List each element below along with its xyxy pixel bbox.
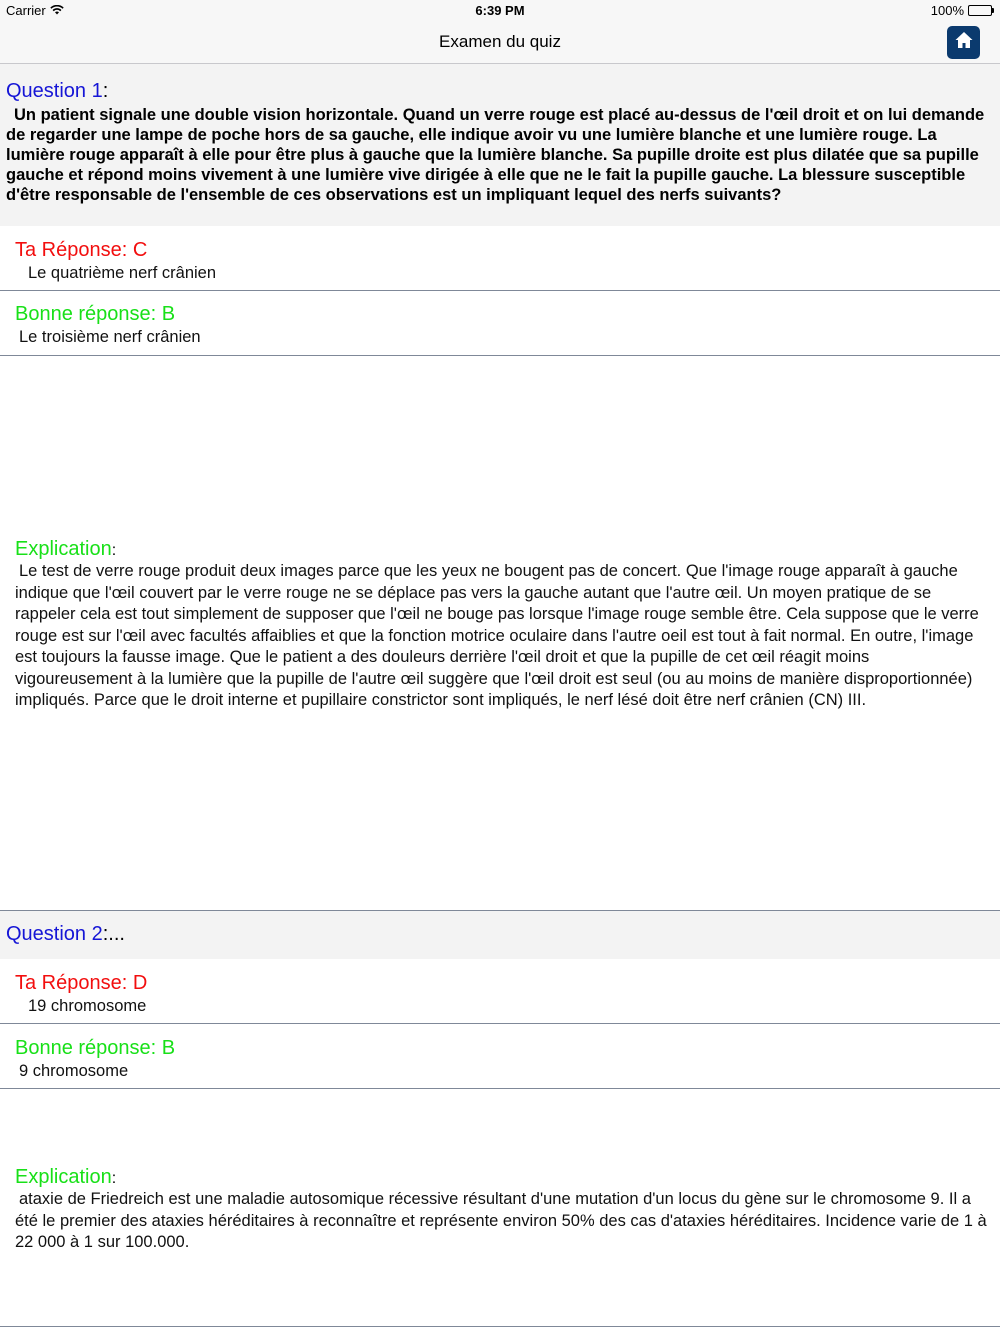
question-block: [0, 64, 1000, 226]
explanation-title: [15, 1166, 990, 1189]
question-label: [6, 923, 994, 946]
explanation-text-content: ataxie de Friedreich est une maladie autosomique récessive résultant d'une mutation d'un locus du gène sur le chromosome 9. Il a été le premier des ataxies héréditaires à reconnaître et représente environ 50% des cas d'ataxies héréditaires. Incidence varie de 1 à 22 000 à 1 sur 100.000.: [15, 1190, 987, 1251]
page-title: Examen du quiz: [439, 32, 561, 51]
question-colon: :: [102, 80, 109, 102]
explanation-title: [15, 538, 983, 561]
battery-indicator: [931, 3, 994, 18]
correct-answer-text: Le troisième nerf crânien: [19, 328, 201, 346]
question-text: [6, 105, 994, 205]
home-icon: [954, 30, 974, 55]
navigation-bar: [0, 22, 1000, 64]
your-answer-row: [0, 959, 1000, 1024]
question-number: Question 1: [6, 80, 103, 102]
question-label: [6, 80, 994, 103]
correct-answer-title: Bonne réponse: B: [15, 1037, 176, 1059]
correct-answer-row: [0, 291, 1000, 356]
question-block: [0, 911, 1000, 959]
explanation-colon: :: [111, 542, 117, 559]
correct-answer-row: [0, 1024, 1000, 1089]
your-answer-row: [0, 227, 1000, 291]
question-colon: :...: [102, 923, 125, 945]
explanation-text-content: Le test de verre rouge produit deux images parce que les yeux ne bougent pas de concert. Que l'image rouge apparaît à gauche indique que l'œil couvert par le verre rouge ne se déplace pas vers la gauche autant que l'autre œil. Un moyen pratique de se rappeler cela est tout simplement de supposer que l'œil ne bouge pas lorsque l'image rouge semble être. Cela suppose que le verre rouge est sur l'œil avec facultés affaiblies et que la fonction motrice oculaire dans l'autre oeil est tout à fait normal. En outre, l'image est toujours la fausse image. Que le patient a des douleurs derrière l'œil droit et que la pupille de cet œil réagit moins vigoureusement à la lumière que la pupille de l'autre œil suggère que l'œil droit est seul (ou au moins de manière disproportionnée) impliqués. Parce que le droit interne et pupillaire constrictor sont impliqués, le nerf lésé doit être nerf crânien (CN) III.: [15, 562, 979, 709]
explanation-block: [15, 1166, 990, 1254]
correct-answer-title: Bonne réponse: B: [15, 303, 176, 325]
explanation-text: [15, 1189, 990, 1254]
your-answer-title: Ta Réponse: D: [15, 972, 148, 994]
carrier-label: Carrier: [6, 3, 46, 18]
explanation-block: [15, 538, 983, 712]
question-number: Question 2: [6, 923, 103, 945]
your-answer-text: 19 chromosome: [28, 997, 147, 1015]
home-button[interactable]: [947, 26, 980, 59]
explanation-label: Explication: [15, 538, 112, 560]
correct-answer-text: 9 chromosome: [19, 1062, 129, 1080]
your-answer-text: Le quatrième nerf crânien: [28, 264, 217, 282]
battery-percent: 100%: [930, 3, 964, 18]
status-time: 6:39 PM: [475, 3, 525, 18]
explanation-label: Explication: [15, 1166, 112, 1188]
section-divider: [0, 1326, 1000, 1327]
your-answer-title: Ta Réponse: C: [15, 239, 148, 261]
explanation-colon: :: [111, 1170, 117, 1187]
question-text-content: Un patient signale une double vision horizontale. Quand un verre rouge est placé au-dessus de l'œil droit et on lui demande de regarder une lampe de poche hors de sa gauche, elle indique avoir vu une lumière blanche et une lumière rouge. La lumière rouge apparaît à elle pour être plus à gauche que la lumière blanche. Sa pupille droite est plus dilatée que sa pupille gauche et répond moins vivement à une lumière vive dirigée à elle que ne le fait la pupille gauche. La blessure susceptible d'être responsable de l'ensemble de ces observations est un impliquant lequel des nerfs suivants?: [6, 106, 985, 204]
battery-icon: [968, 5, 994, 16]
explanation-text: [15, 561, 983, 712]
status-bar: [0, 0, 1000, 22]
